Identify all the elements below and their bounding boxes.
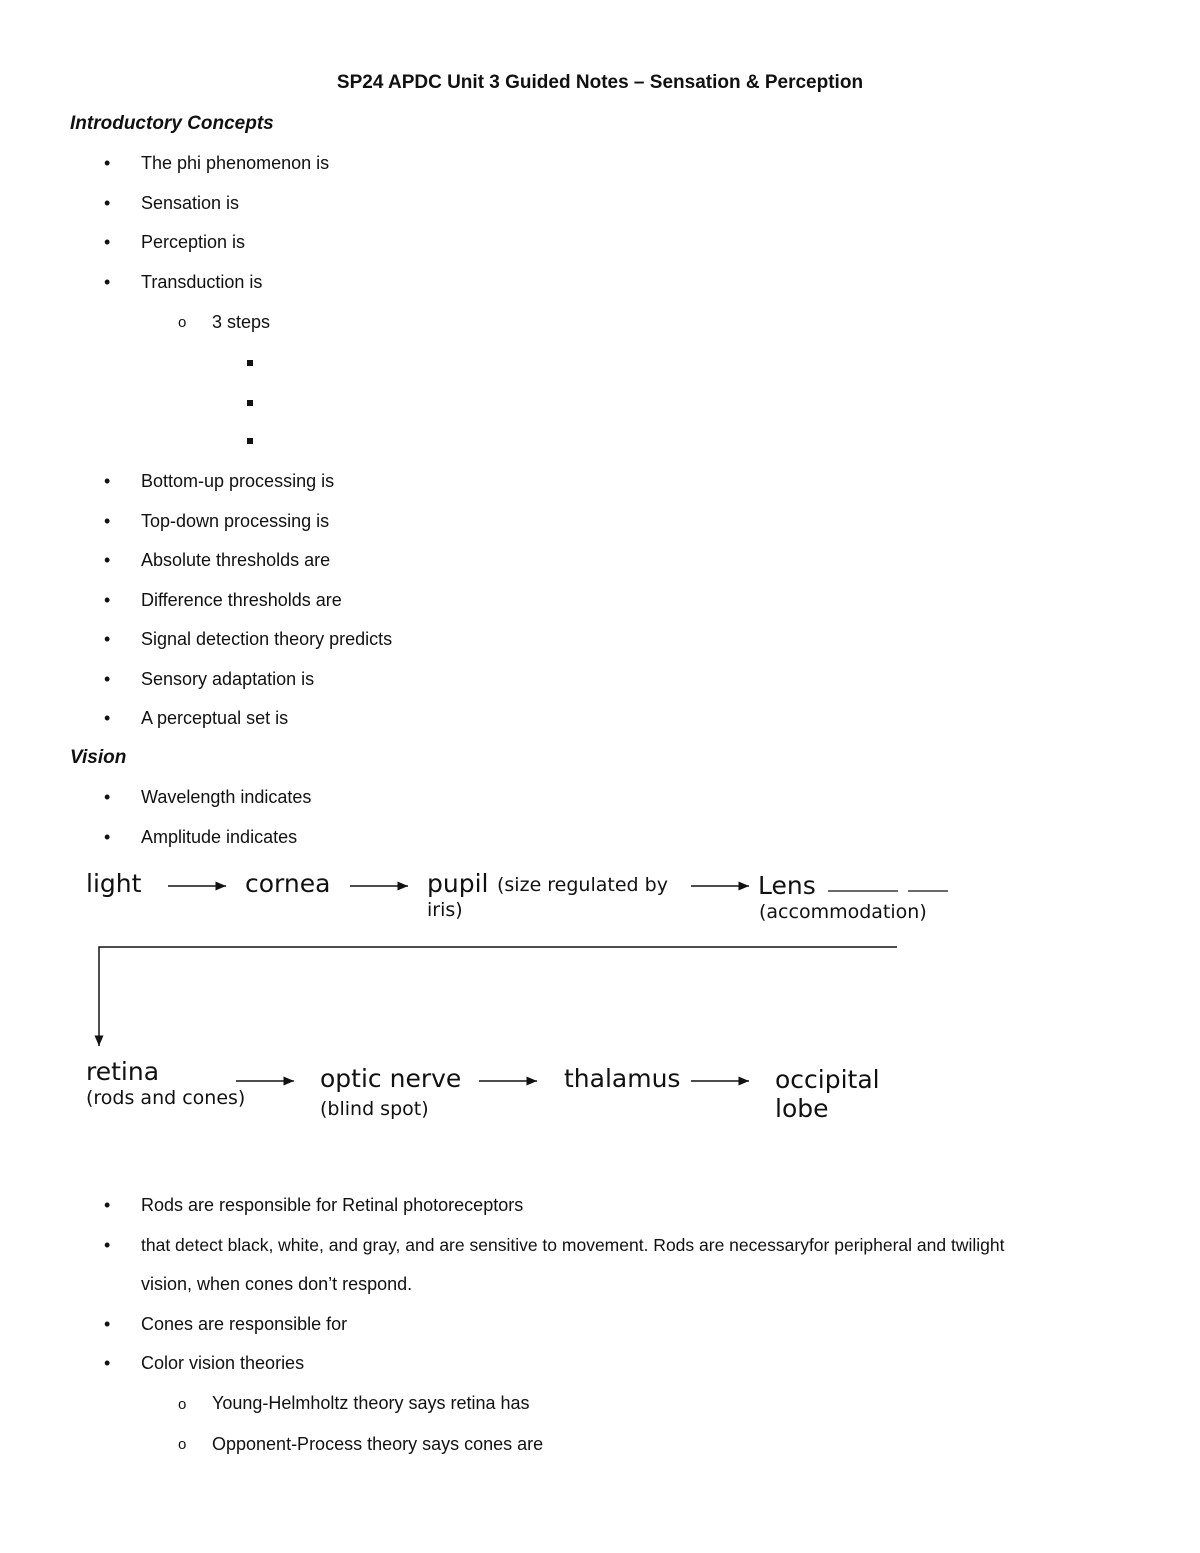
bullet-icon: • bbox=[104, 590, 111, 610]
list-item: Wavelength indicates bbox=[141, 787, 312, 807]
bullet-icon: • bbox=[104, 232, 111, 252]
flow-lens-note: (accommodation) bbox=[759, 901, 927, 923]
bullet-icon: • bbox=[104, 1314, 111, 1334]
list-item: Bottom-up processing is bbox=[141, 471, 335, 491]
bullet-icon: • bbox=[104, 1235, 111, 1255]
flow-cornea: cornea bbox=[245, 869, 331, 898]
bullet-icon: • bbox=[104, 1353, 111, 1373]
page-title: SP24 APDC Unit 3 Guided Notes – Sensation & Perception bbox=[336, 72, 864, 93]
list-item: Top-down processing is bbox=[141, 511, 330, 531]
flow-optic-note: (blind spot) bbox=[320, 1098, 429, 1120]
flow-pupil-note2: iris) bbox=[427, 899, 463, 921]
list-item: Sensory adaptation is bbox=[141, 669, 315, 689]
list-item: that detect black, white, and gray, and are sensitive to movement. Rods are necessaryfor peripheral and twilight bbox=[141, 1235, 1005, 1255]
section-heading-intro: Introductory Concepts bbox=[70, 113, 274, 134]
list-item: Sensation is bbox=[141, 193, 240, 213]
bullet-icon: • bbox=[104, 550, 111, 570]
bullet-icon: • bbox=[104, 827, 111, 847]
list-item: Color vision theories bbox=[141, 1353, 305, 1373]
list-item: Absolute thresholds are bbox=[141, 550, 331, 570]
flow-lens: Lens bbox=[758, 871, 816, 900]
flow-pupil-note: (size regulated by bbox=[497, 874, 668, 896]
flow-optic-nerve: optic nerve bbox=[320, 1064, 462, 1093]
list-item: Cones are responsible for bbox=[141, 1314, 348, 1334]
flow-light: light bbox=[86, 869, 142, 898]
circle-bullet-icon: o bbox=[178, 314, 187, 331]
circle-bullet-icon: o bbox=[178, 1396, 187, 1413]
list-item: Difference thresholds are bbox=[141, 590, 342, 610]
list-item: A perceptual set is bbox=[141, 708, 289, 728]
bullet-icon: • bbox=[104, 272, 111, 292]
circle-bullet-icon: o bbox=[178, 1436, 187, 1453]
sub-list-item: Young-Helmholtz theory says retina has bbox=[212, 1393, 530, 1413]
bullet-icon: • bbox=[104, 708, 111, 728]
bullet-icon: • bbox=[104, 787, 111, 807]
flow-pupil: pupil bbox=[427, 869, 489, 898]
flow-lobe: lobe bbox=[775, 1094, 829, 1123]
list-item: Amplitude indicates bbox=[141, 827, 298, 847]
list-item: The phi phenomenon is bbox=[141, 153, 330, 173]
list-item-continuation: vision, when cones don’t respond. bbox=[141, 1274, 413, 1294]
list-item: Rods are responsible for Retinal photoreceptors bbox=[141, 1195, 524, 1215]
sub-list-item: 3 steps bbox=[212, 312, 271, 332]
flow-retina: retina bbox=[86, 1057, 160, 1086]
flow-thalamus: thalamus bbox=[564, 1064, 681, 1093]
bullet-icon: • bbox=[104, 669, 111, 689]
bullet-icon: • bbox=[104, 629, 111, 649]
bullet-icon: • bbox=[104, 511, 111, 531]
list-item: Perception is bbox=[141, 232, 246, 252]
flow-retina-note: (rods and cones) bbox=[86, 1087, 246, 1109]
list-item: Signal detection theory predicts bbox=[141, 629, 393, 649]
bullet-icon: • bbox=[104, 1195, 111, 1215]
sub-list-item: Opponent-Process theory says cones are bbox=[212, 1434, 544, 1454]
arrow-lens-retina bbox=[99, 947, 897, 1046]
section-heading-vision: Vision bbox=[70, 747, 127, 768]
bullet-icon: • bbox=[104, 471, 111, 491]
flow-occipital: occipital bbox=[775, 1065, 880, 1094]
bullet-icon: • bbox=[104, 193, 111, 213]
list-item: Transduction is bbox=[141, 272, 263, 292]
bullet-icon: • bbox=[104, 153, 111, 173]
